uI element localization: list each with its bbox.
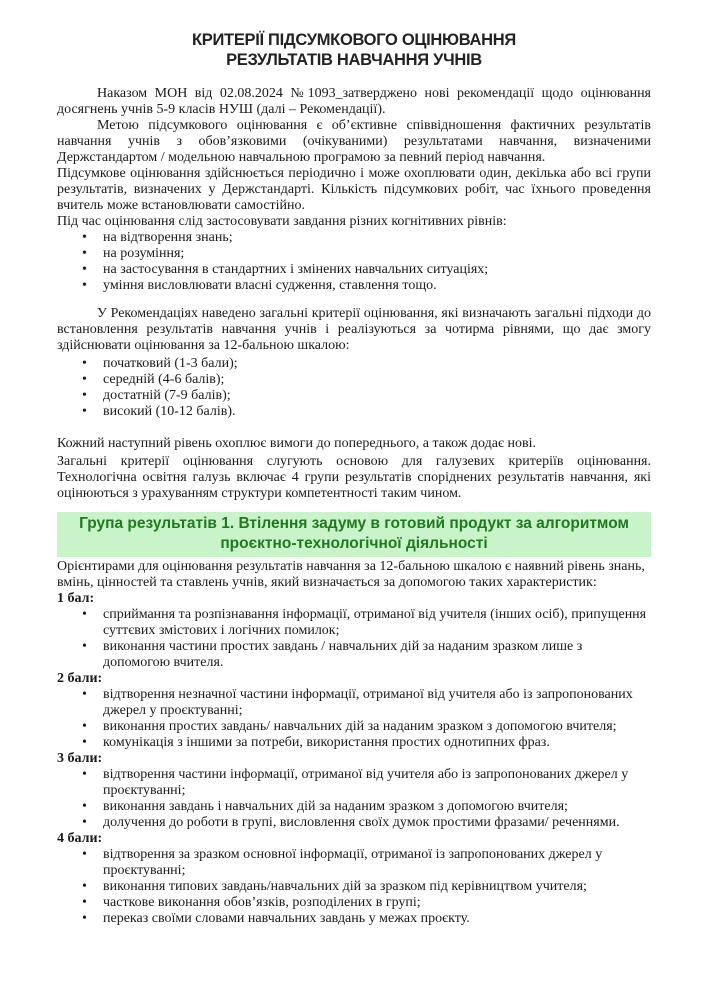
group-heading	[57, 512, 651, 557]
list-item: • достатній (7-9 балів);	[57, 388, 651, 404]
score-list-2	[57, 687, 651, 751]
list-item: • виконання простих завдань/ навчальних дій за наданим зразком з допомогою вчителя;	[57, 719, 651, 735]
list-item: • середній (4-6 балів);	[57, 372, 651, 388]
paragraph-recommendations-levels: У Рекомендаціях наведено загальні критерії оцінювання, які визначають загальні підходи до встановлення результатів навчання учнів і реалізуються за чотирма рівнями, що дає змогу здійснювати оцінювання за 12-бальною шкалою:	[57, 306, 651, 353]
group-heading-line-1: Група результатів 1. Втілення задуму в готовий продукт за алгоритмом	[79, 515, 629, 532]
paragraph-benchmarks: Орієнтирами для оцінювання результатів навчання за 12-бальною шкалою є наявний рівень знань, вмінь, цінностей та ставлень учнів, який визначається за допомогою таких характеристик:	[57, 559, 645, 590]
list-item: • часткове виконання обов’язків, розподілених в групі;	[57, 895, 651, 911]
list-item: • відтворення за зразком основної інформації, отриманої із запропонованих джерел у проєктуванні;	[57, 847, 651, 879]
cognitive-levels-list	[57, 230, 651, 294]
paragraph-periodicity: Підсумкове оцінювання здійснюється періодично і може охоплювати один, декілька або всі групи результатів, визначених у Держстандарті. Кількість підсумкових робіт, час їхнього проведення вчитель може встановлювати самостійно.	[57, 166, 651, 213]
list-item: • комунікація з іншими за потреби, використання простих однотипних фраз.	[57, 735, 651, 751]
title-line-2: РЕЗУЛЬТАТІВ НАВЧАННЯ УЧНІВ	[226, 51, 482, 69]
score-label-2: 2 бали:	[57, 671, 103, 686]
paragraph-general-criteria: Загальні критерії оцінювання слугують основою для галузевих критеріїв оцінювання. Технологічна освітня галузь включає 4 групи результатів споріднених результатів навчання, які оцінюються з урахуванням структури компетентності таким чином.	[57, 454, 651, 501]
title-line-1: КРИТЕРІЇ ПІДСУМКОВОГО ОЦІНЮВАННЯ	[192, 31, 516, 49]
list-item: • виконання частини простих завдань / навчальних дій за наданим зразком лише з допомогою вчителя.	[57, 639, 651, 671]
list-item: • переказ своїми словами навчальних завдань у межах проєкту.	[57, 911, 651, 927]
list-item: • початковий (1-3 бали);	[57, 356, 651, 372]
score-label-3: 3 бали:	[57, 751, 103, 766]
paragraph-next-level: Кожний наступний рівень охоплює вимоги до попереднього, а також додає нові.	[57, 436, 536, 451]
list-item: • на розуміння;	[57, 246, 651, 262]
score-list-1	[57, 607, 651, 671]
score-label-1: 1 бал:	[57, 591, 95, 606]
list-item: • долучення до роботи в групі, висловлення своїх думок простими фразами/ реченнями.	[57, 815, 651, 831]
group-heading-line-2: проєктно-технологічної діяльності	[220, 535, 488, 552]
list-item: • виконання завдань і навчальних дій за наданим зразком з допомогою вчителя;	[57, 799, 651, 815]
list-item: • відтворення частини інформації, отриманої від учителя або із запропонованих джерел у проєктуванні;	[57, 767, 651, 799]
score-list-3	[57, 767, 651, 831]
list-item: • на відтворення знань;	[57, 230, 651, 246]
scale-levels-list	[57, 356, 651, 420]
paragraph-assessment-purpose: Метою підсумкового оцінювання є об’єктивне співвідношення фактичних результатів навчання учнів з обов’язковими (очікуваними) результатами навчання, визначеними Держстандартом / модельною навчальною програмою за певний період навчання.	[57, 118, 651, 165]
score-label-4: 4 бали:	[57, 831, 103, 846]
paragraph-cognitive-intro: Під час оцінювання слід застосовувати завдання різних когнітивних рівнів:	[57, 214, 507, 229]
page-title	[57, 30, 651, 70]
paragraph-order-1093: Наказом МОН від 02.08.2024 №1093_затверджено нові рекомендації щодо оцінювання досягнень учнів 5-9 класів НУШ (далі – Рекомендації).	[57, 86, 651, 117]
list-item: • відтворення незначної частини інформації, отриманої від учителя або із запропонованих джерел у проєктуванні;	[57, 687, 651, 719]
list-item: • на застосування в стандартних і змінених навчальних ситуаціях;	[57, 262, 651, 278]
list-item: • уміння висловлювати власні судження, ставлення тощо.	[57, 278, 651, 294]
list-item: • високий (10-12 балів).	[57, 404, 651, 420]
list-item: • сприймання та розпізнавання інформації, отриманої від учителя (інших осіб), припущення суттєвих змістових і логічних помилок;	[57, 607, 651, 639]
score-list-4	[57, 847, 651, 927]
list-item: • виконання типових завдань/навчальних дій за зразком під керівництвом учителя;	[57, 879, 651, 895]
